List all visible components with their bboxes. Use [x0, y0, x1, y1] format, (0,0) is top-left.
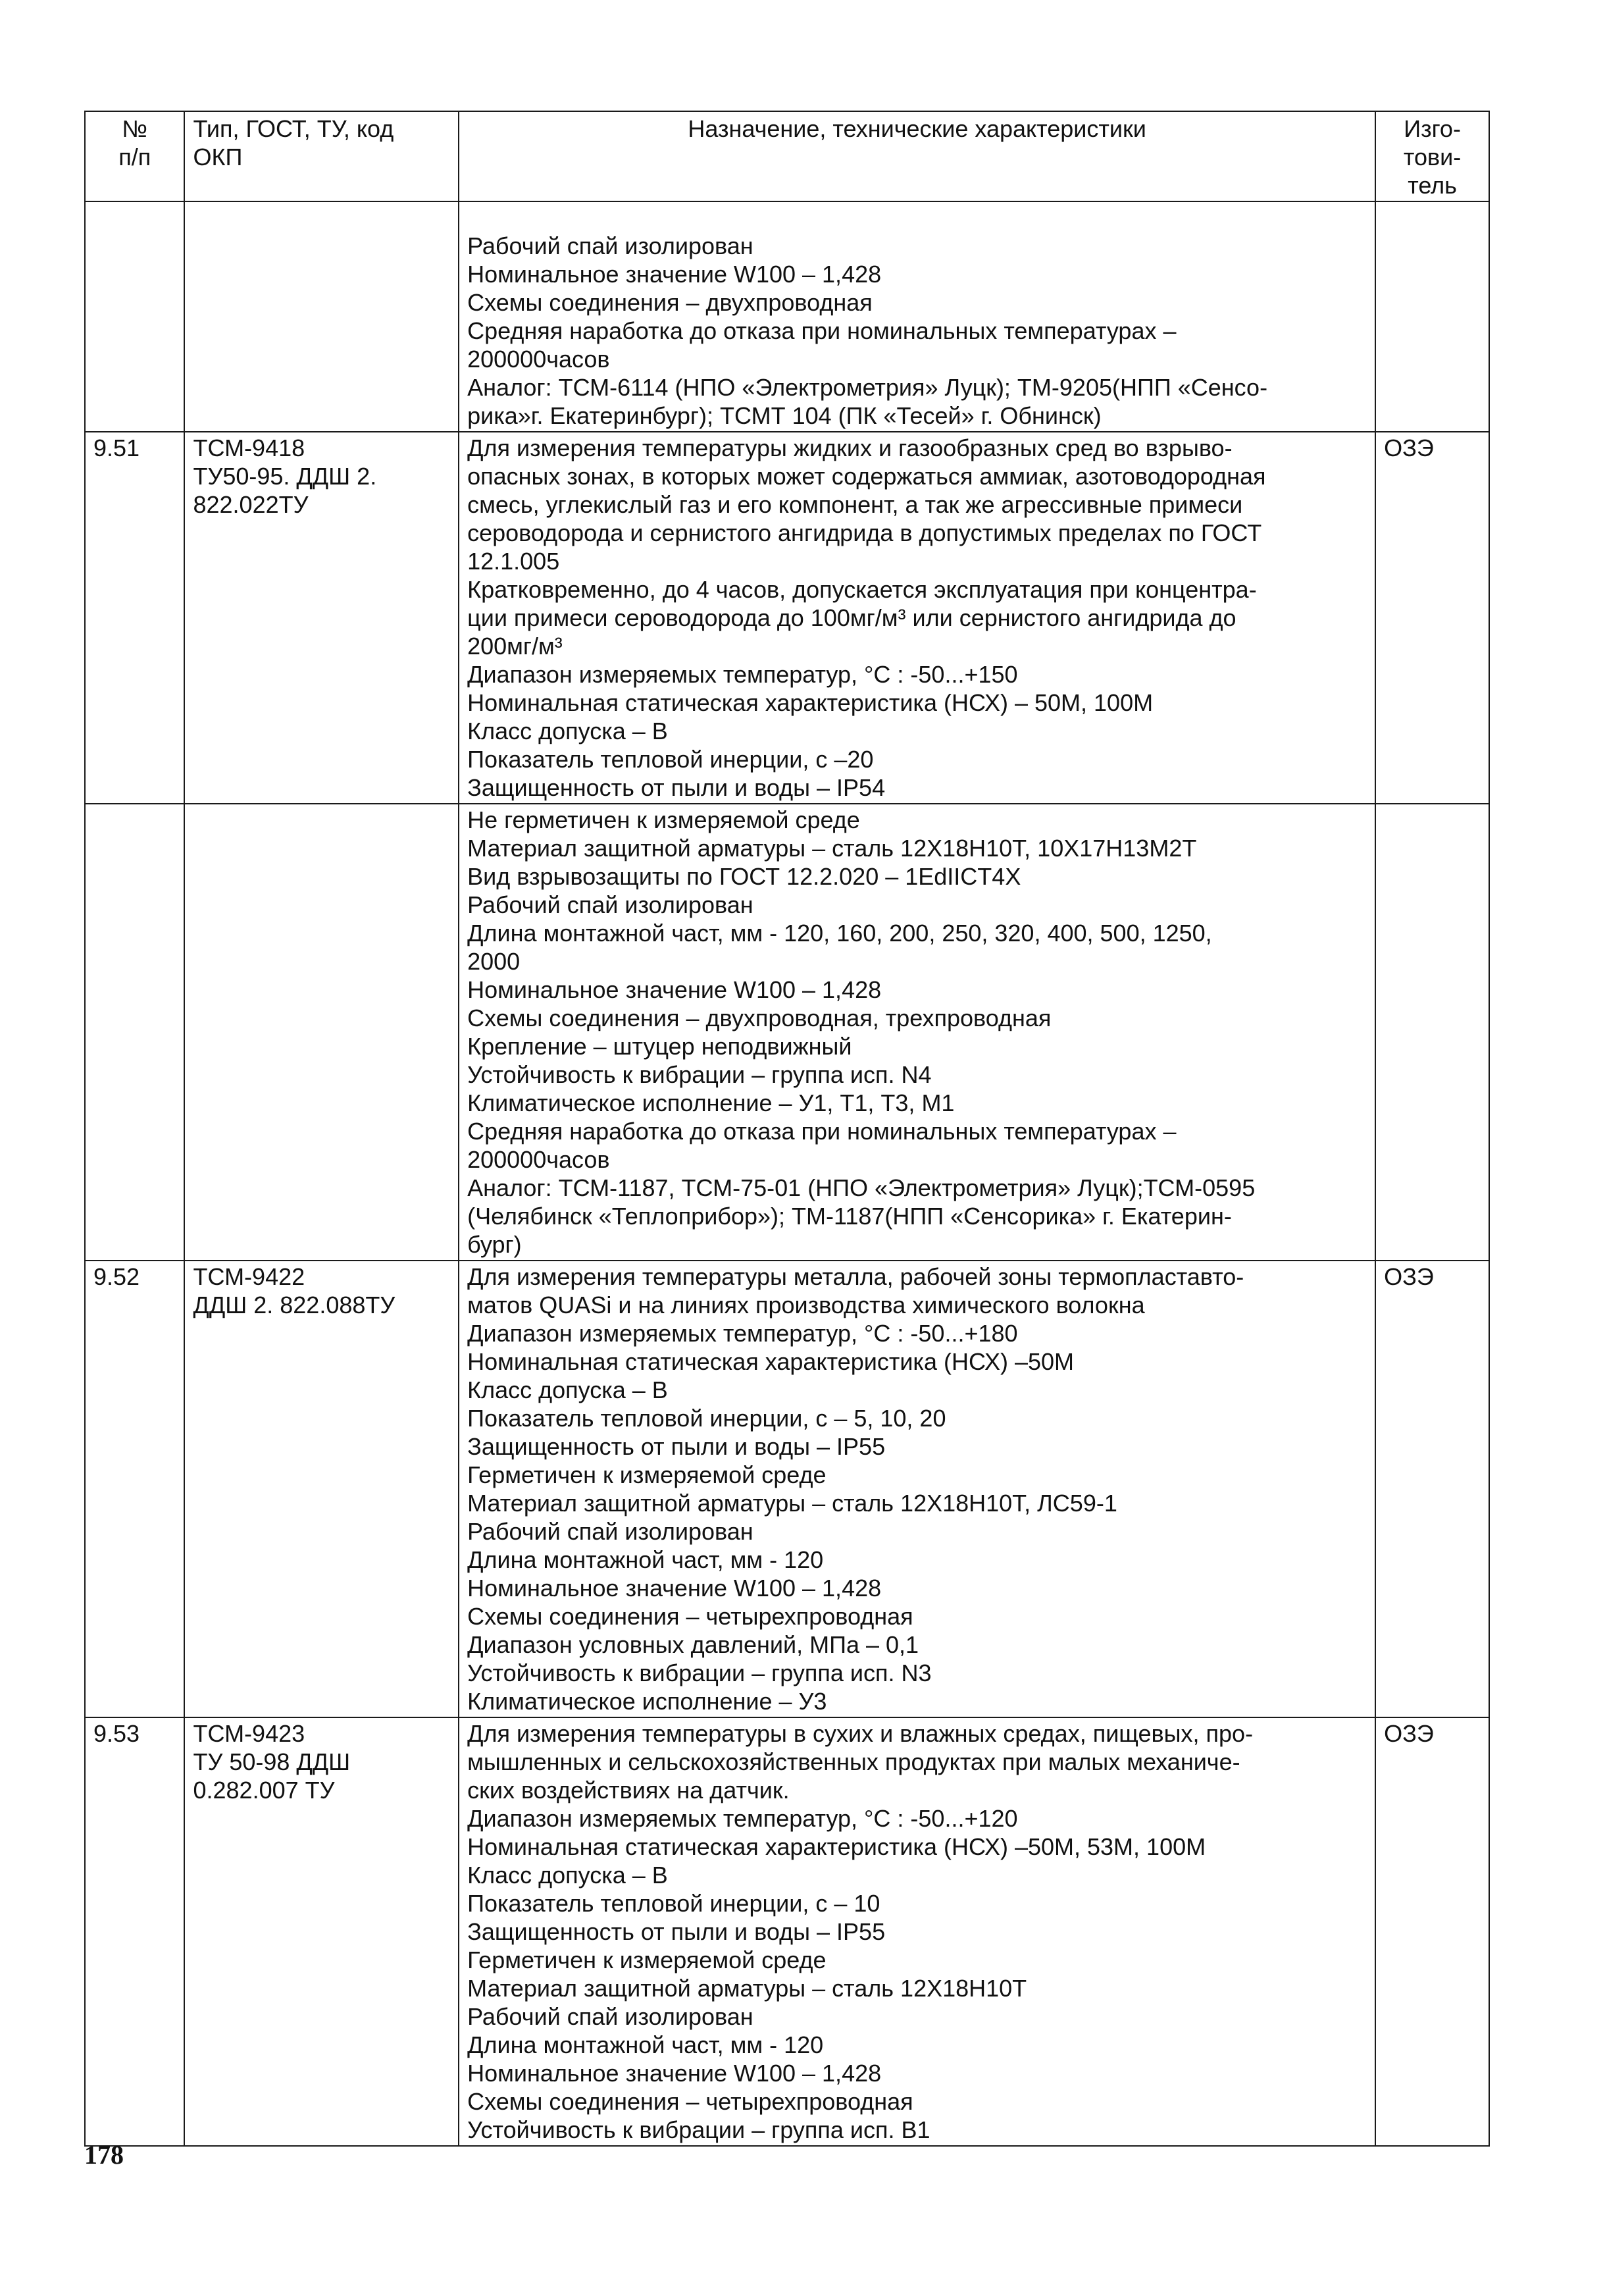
header-description — [459, 111, 1375, 201]
description-line: рика»г. Екатеринбург); ТСМТ 104 (ПК «Тесей» г. Обнинск) — [467, 402, 1102, 429]
description-line: Устойчивость к вибрации – группа исп. В1 — [467, 2116, 930, 2143]
header-type — [184, 111, 459, 201]
description-line: Климатическое исполнение – У3 — [467, 1688, 827, 1715]
description-line: Схемы соединения – четырехпроводная — [467, 1603, 913, 1630]
row-description — [459, 1261, 1375, 1717]
header-description-line: Назначение, технические характеристики — [688, 115, 1146, 142]
description-line: бург) — [467, 1231, 522, 1258]
description-line: Для измерения температуры металла, рабочей зоны термопластавто- — [467, 1263, 1244, 1290]
row-type — [184, 1261, 459, 1717]
description-line: Крепление – штуцер неподвижный — [467, 1033, 852, 1060]
description-line: Диапазон условных давлений, МПа – 0,1 — [467, 1631, 919, 1658]
spec-table-container — [84, 111, 1490, 2147]
row-maker: ОЗЭ — [1375, 432, 1489, 804]
description-line: Показатель тепловой инерции, с – 10 — [467, 1890, 880, 1917]
table-row — [85, 804, 1489, 1261]
row-description — [459, 201, 1375, 432]
row-type — [184, 201, 459, 432]
table-row — [85, 1261, 1489, 1717]
description-line: Номинальное значение W100 – 1,428 — [467, 1575, 882, 1602]
description-line: Диапазон измеряемых температур, °С : -50...+150 — [467, 661, 1018, 688]
description-line: Для измерения температуры в сухих и влажных средах, пищевых, про- — [467, 1720, 1254, 1747]
description-line: Диапазон измеряемых температур, °С : -50...+120 — [467, 1805, 1018, 1832]
description-line: Для измерения температуры жидких и газообразных сред во взрыво- — [467, 434, 1233, 461]
description-line: Герметичен к измеряемой среде — [467, 1461, 827, 1488]
page-number: 178 — [84, 2140, 124, 2170]
description-line: Рабочий спай изолирован — [467, 2003, 753, 2030]
row-maker — [1375, 201, 1489, 432]
description-line: Схемы соединения – четырехпроводная — [467, 2088, 913, 2115]
row-number: 9.52 — [85, 1261, 184, 1717]
description-line: Номинальное значение W100 – 1,428 — [467, 261, 882, 288]
header-type-line: Тип, ГОСТ, ТУ, код — [193, 115, 394, 142]
description-line: Аналог: ТСМ-1187, ТСМ-75-01 (НПО «Электрометрия» Луцк);ТСМ-0595 — [467, 1174, 1256, 1201]
description-line: 200000часов — [467, 346, 610, 373]
table-row — [85, 432, 1489, 804]
description-line: Рабочий спай изолирован — [467, 1518, 753, 1545]
header-row — [85, 111, 1489, 201]
description-line: Аналог: ТСМ-6114 (НПО «Электрометрия» Луцк); ТМ-9205(НПП «Сенсо- — [467, 374, 1268, 401]
description-line: Защищенность от пыли и воды – IP54 — [467, 774, 886, 801]
description-line: Показатель тепловой инерции, с – 5, 10, 20 — [467, 1405, 946, 1432]
row-type — [184, 1717, 459, 2146]
description-line: 12.1.005 — [467, 548, 560, 575]
description-line: Класс допуска – В — [467, 1376, 668, 1403]
description-line: матов QUASi и на линиях производства химического волокна — [467, 1292, 1145, 1318]
row-number — [85, 201, 184, 432]
description-line: Рабочий спай изолирован — [467, 891, 753, 918]
header-number-line: № — [122, 115, 148, 142]
row-type — [184, 432, 459, 804]
row-description — [459, 1717, 1375, 2146]
description-line: Номинальная статическая характеристика (НСХ) – 50М, 100М — [467, 689, 1154, 716]
header-number — [85, 111, 184, 201]
description-line: Класс допуска – В — [467, 1862, 668, 1889]
header-type-line: ОКП — [193, 144, 243, 170]
description-line: Защищенность от пыли и воды – IP55 — [467, 1918, 886, 1945]
row-type — [184, 804, 459, 1261]
description-line: сероводорода и сернистого ангидрида в допустимых пределах по ГОСТ — [467, 519, 1262, 546]
type-line: ТУ 50-98 ДДШ — [193, 1748, 351, 1775]
description-line: Материал защитной арматуры – сталь 12Х18Н10Т — [467, 1975, 1027, 2002]
description-line — [467, 203, 1367, 232]
description-line: Материал защитной арматуры – сталь 12Х18Н10Т, ЛС59-1 — [467, 1490, 1117, 1517]
description-line: Герметичен к измеряемой среде — [467, 1946, 827, 1973]
row-number: 9.51 — [85, 432, 184, 804]
header-number-line: п/п — [118, 144, 151, 170]
description-line: Не герметичен к измеряемой среде — [467, 806, 860, 833]
description-line: Материал защитной арматуры – сталь 12Х18Н10Т, 10Х17Н13М2Т — [467, 835, 1197, 862]
description-line: 200мг/м³ — [467, 633, 563, 660]
type-line: ТСМ-9423 — [193, 1720, 305, 1747]
table-row — [85, 201, 1489, 432]
description-line: опасных зонах, в которых может содержаться аммиак, азотоводородная — [467, 463, 1266, 490]
type-line: ТУ50-95. ДДШ 2. — [193, 463, 377, 490]
description-line: Номинальное значение W100 – 1,428 — [467, 2060, 882, 2087]
description-line: Диапазон измеряемых температур, °С : -50...+180 — [467, 1320, 1018, 1347]
description-line: Показатель тепловой инерции, с –20 — [467, 746, 874, 773]
header-maker — [1375, 111, 1489, 201]
header-maker-line: Изго- — [1404, 115, 1461, 142]
description-line: Длина монтажной част, мм - 120 — [467, 2031, 824, 2058]
type-line: 822.022ТУ — [193, 491, 309, 518]
spec-table — [84, 111, 1490, 2147]
row-description — [459, 432, 1375, 804]
row-number — [85, 804, 184, 1261]
row-maker: ОЗЭ — [1375, 1717, 1489, 2146]
description-line: (Челябинск «Теплоприбор»); ТМ-1187(НПП «Сенсорика» г. Екатерин- — [467, 1203, 1232, 1230]
description-line: мышленных и сельскохозяйственных продуктах при малых механиче- — [467, 1748, 1240, 1775]
row-description — [459, 804, 1375, 1261]
description-line: ции примеси сероводорода до 100мг/м³ или сернистого ангидрида до — [467, 604, 1236, 631]
type-line: ТСМ-9418 — [193, 434, 305, 461]
description-line: 2000 — [467, 948, 521, 975]
row-maker: ОЗЭ — [1375, 1261, 1489, 1717]
type-line: ТСМ-9422 — [193, 1263, 305, 1290]
type-line: 0.282.007 ТУ — [193, 1777, 335, 1804]
description-line: Климатическое исполнение – У1, Т1, Т3, М1 — [467, 1089, 955, 1116]
description-line: Схемы соединения – двухпроводная — [467, 289, 873, 316]
description-line: Средняя наработка до отказа при номинальных температурах – — [467, 1118, 1177, 1145]
description-line: Номинальная статическая характеристика (НСХ) –50М, 53М, 100М — [467, 1833, 1206, 1860]
description-line: Длина монтажной част, мм - 120 — [467, 1546, 824, 1573]
description-line: смесь, углекислый газ и его компонент, а так же агрессивные примеси — [467, 491, 1243, 518]
description-line: Класс допуска – В — [467, 718, 668, 744]
description-line: Вид взрывозащиты по ГОСТ 12.2.020 – 1EdIICT4X — [467, 863, 1021, 890]
description-line: Номинальная статическая характеристика (НСХ) –50М — [467, 1348, 1075, 1375]
description-line: 200000часов — [467, 1146, 610, 1173]
description-line: Средняя наработка до отказа при номинальных температурах – — [467, 317, 1177, 344]
row-number: 9.53 — [85, 1717, 184, 2146]
description-line: Кратковременно, до 4 часов, допускается эксплуатация при концентра- — [467, 576, 1257, 603]
description-line: Длина монтажной част, мм - 120, 160, 200, 250, 320, 400, 500, 1250, — [467, 920, 1212, 947]
description-line: Устойчивость к вибрации – группа исп. N3 — [467, 1659, 932, 1686]
row-maker — [1375, 804, 1489, 1261]
description-line: Номинальное значение W100 – 1,428 — [467, 976, 882, 1003]
table-row — [85, 1717, 1489, 2146]
header-maker-line: тель — [1408, 172, 1457, 199]
table-body — [85, 201, 1489, 2146]
description-line: Защищенность от пыли и воды – IP55 — [467, 1433, 886, 1460]
description-line: Схемы соединения – двухпроводная, трехпроводная — [467, 1004, 1052, 1031]
header-maker-line: тови- — [1403, 144, 1462, 170]
description-line: Рабочий спай изолирован — [467, 232, 753, 259]
type-line: ДДШ 2. 822.088ТУ — [193, 1292, 395, 1318]
description-line: Устойчивость к вибрации – группа исп. N4 — [467, 1061, 932, 1088]
description-line: ских воздействиях на датчик. — [467, 1777, 790, 1804]
